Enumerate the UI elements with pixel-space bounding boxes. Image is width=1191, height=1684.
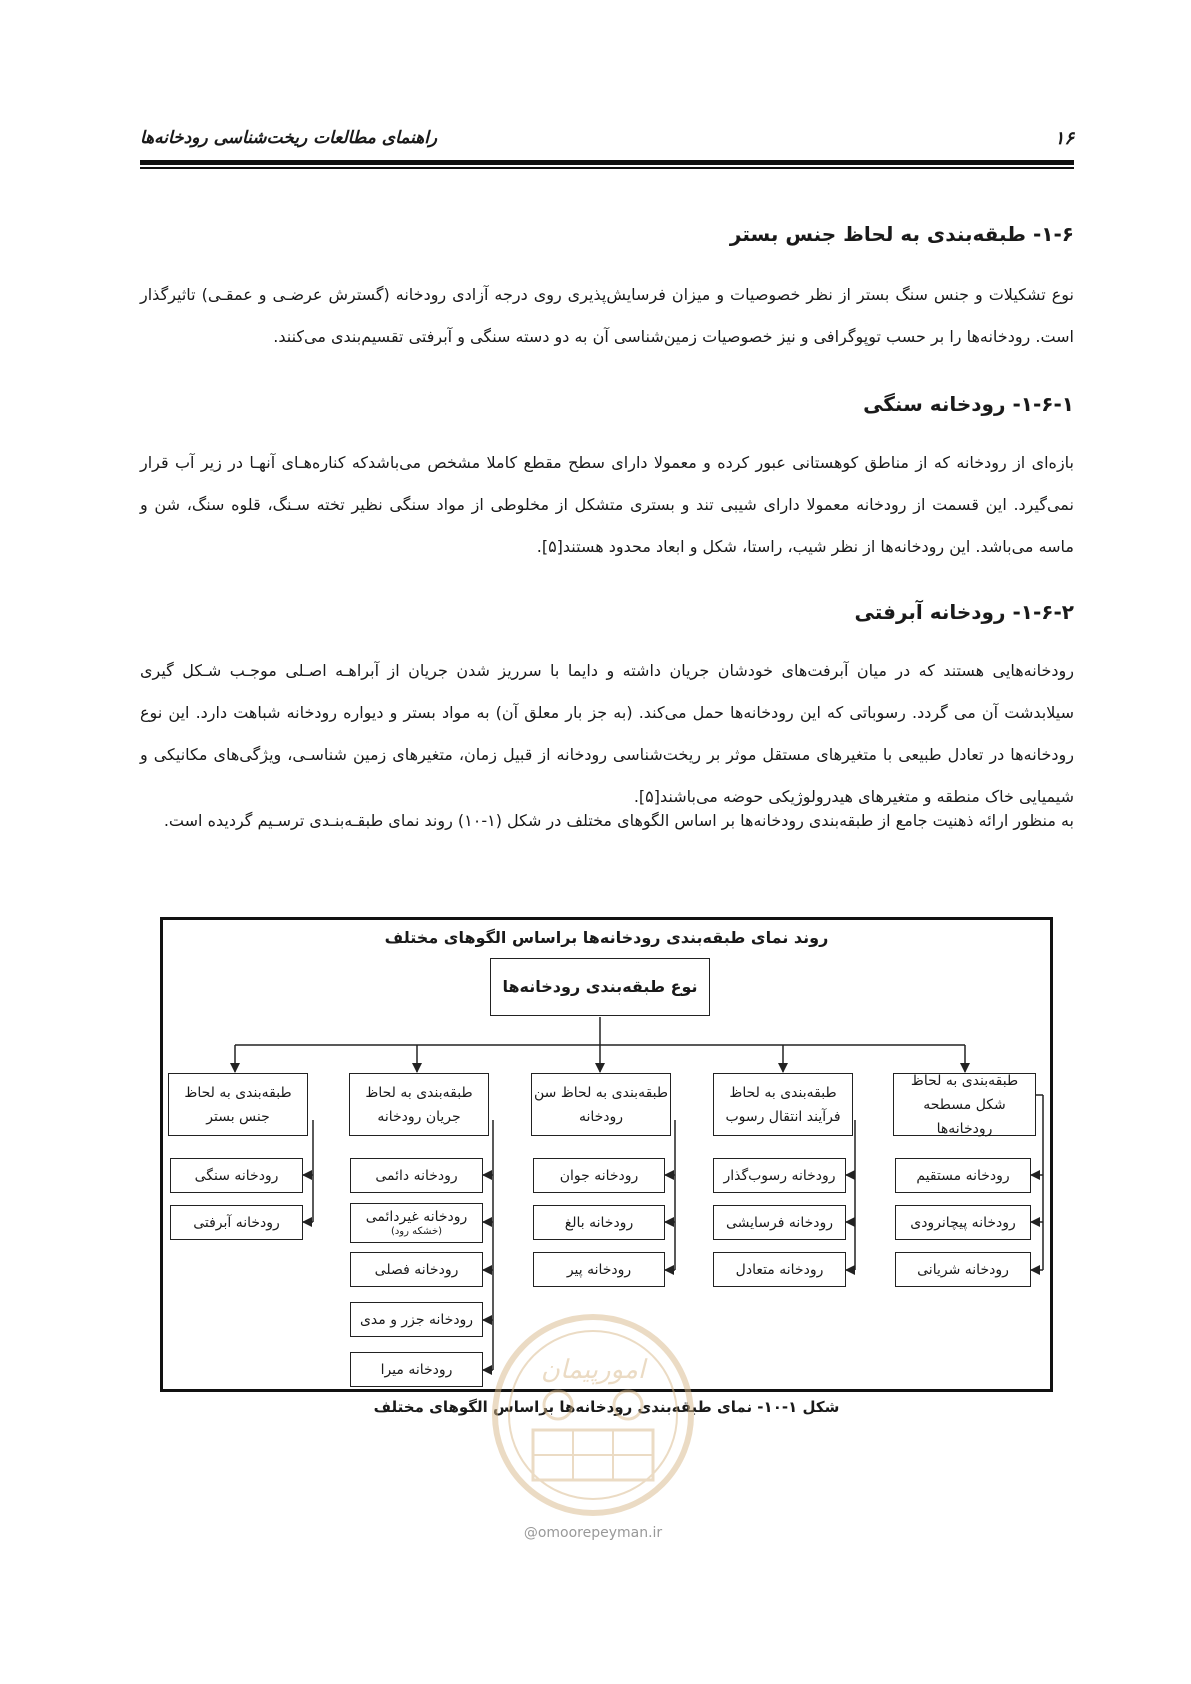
non-perennial-note: (خشکه رود) (390, 1226, 443, 1237)
item-braided-river: رودخانه شریانی (895, 1252, 1031, 1287)
item-perennial-river: رودخانه دائمی (350, 1158, 483, 1193)
item-young-river: رودخانه جوان (533, 1158, 665, 1193)
item-depositional-river: رودخانه رسوب‌گذار (713, 1158, 846, 1193)
section-heading-bed-material: ۱-۶- طبقه‌بندی به لحاظ جنس بستر (729, 222, 1074, 246)
item-seasonal-river: رودخانه فصلی (350, 1252, 483, 1287)
running-title: راهنمای مطالعات ریخت‌شناسی رودخانه‌ها (140, 128, 438, 148)
item-alluvial-river: رودخانه آبرفتی (170, 1205, 303, 1240)
item-equilibrium-river: رودخانه متعادل (713, 1252, 846, 1287)
item-non-perennial-river (350, 1203, 483, 1243)
header-rule (140, 160, 1074, 165)
watermark-url: @omoorepeyman.ir (523, 1525, 663, 1541)
item-rocky-river: رودخانه سنگی (170, 1158, 303, 1193)
section-heading-alluvial-river: ۱-۶-۲- رودخانه آبرفتی (854, 600, 1074, 624)
section-heading-rocky-river: ۱-۶-۱- رودخانه سنگی (863, 392, 1074, 416)
paragraph-rocky-river: بازه‌ای از رودخانه که از مناطق کوهستانی عبور کرده و معمولا دارای سطح مقطع کاملا مشخص می‌باشدکه کناره‌هـای آنهـا در زیر آب قرار نمی‌گیرد. این قسمت از رودخانه معمولا دارای شیبی تند و بستری متشکل از مخلوطی از مواد سنگی نظیر تخته سـنگ، قلوه سنگ، شن و ماسه می‌باشد. این رودخانه‌ها از نظر شیب، راستا، شکل و ابعاد محدود هستند[۵]. (140, 453, 1074, 556)
flowchart-title: روند نمای طبقه‌بندی رودخانه‌ها براساس الگوهای مختلف (384, 928, 829, 947)
header-bed-material: طبقه‌بندی به لحاظ جنس بستر (168, 1073, 308, 1136)
watermark-seal (488, 1310, 698, 1520)
watermark-text: امورپیمان (540, 1355, 646, 1385)
header-rule-thin (140, 167, 1074, 169)
item-straight-river: رودخانه مستقیم (895, 1158, 1031, 1193)
paragraph-figure-intro: به منظور ارائه ذهنیت جامع از طبقه‌بندی رودخانه‌ها بر اساس الگوهای مختلف در شکل (۱-۱۰) روند نمای طبقـه‌بنـدی ترسـیم گردیده است. (163, 811, 1074, 830)
paragraph-bed-material: نوع تشکیلات و جنس سنگ بستر از نظر خصوصیات و میزان فرسایش‌پذیری روی درجه آزادی رودخانه (گسترش عرضـی و عمقـی) تاثیرگذار است. رودخانه‌ها را بر حسب توپوگرافی و نیز خصوصیات زمین‌شناسی آن به دو دسته سنگی و آبرفتی تقسیم‌بندی می‌کنند. (140, 285, 1074, 346)
header-river-age: طبقه‌بندی به لحاظ سن رودخانه (531, 1073, 671, 1136)
header-river-flow: طبقه‌بندی به لحاظ جریان رودخانه (349, 1073, 489, 1136)
paragraph-alluvial-river: رودخانه‌هایی هستند که در میان آبرفت‌های خودشان جریان داشته و دایما با سرریز شدن جریان از آبراهـه اصـلی موجـب شـکل گیری سیلابدشت آن می گردد. رسوباتی که این رودخانه‌ها حمل می‌کند. (به جز بار معلق آن) به مواد بستر و دیواره رودخانه شباهت دارد. این نوع رودخانه‌ها در تعادل طبیعی با متغیرهای مستقل موثر بر ریخت‌شناسی رودخانه از قبیل زمان، متغیرهای زمین شناسـی، ویژگی‌های مکانیکی و شیمیایی خاک منطقه و متغیرهای هیدرولوژیکی حوضه می‌باشند[۵]. (140, 661, 1074, 806)
item-ephemeral-river: رودخانه میرا (350, 1352, 483, 1387)
root-box: نوع طبقه‌بندی رودخانه‌ها (490, 958, 710, 1016)
figure-caption: شکل ۱-۱۰- نمای طبقه‌بندی رودخانه‌ها براساس الگوهای مختلف (373, 1398, 840, 1416)
item-old-river: رودخانه پیر (533, 1252, 665, 1287)
item-erosional-river: رودخانه فرسایشی (713, 1205, 846, 1240)
page-header (140, 128, 1074, 168)
item-mature-river: رودخانه بالغ (533, 1205, 665, 1240)
item-tidal-river: رودخانه جزر و مدی (350, 1302, 483, 1337)
page-number: ۱۶ (1054, 128, 1074, 149)
item-meandering-river: رودخانه پیچانرودی (895, 1205, 1031, 1240)
non-perennial-label: رودخانه غیردائمی (365, 1209, 468, 1225)
header-sediment-transport: طبقه‌بندی به لحاظ فرآیند انتقال رسوب (713, 1073, 853, 1136)
header-planform: طبقه‌بندی به لحاظ شکل مسطحه رودخانه‌ها (893, 1073, 1036, 1136)
